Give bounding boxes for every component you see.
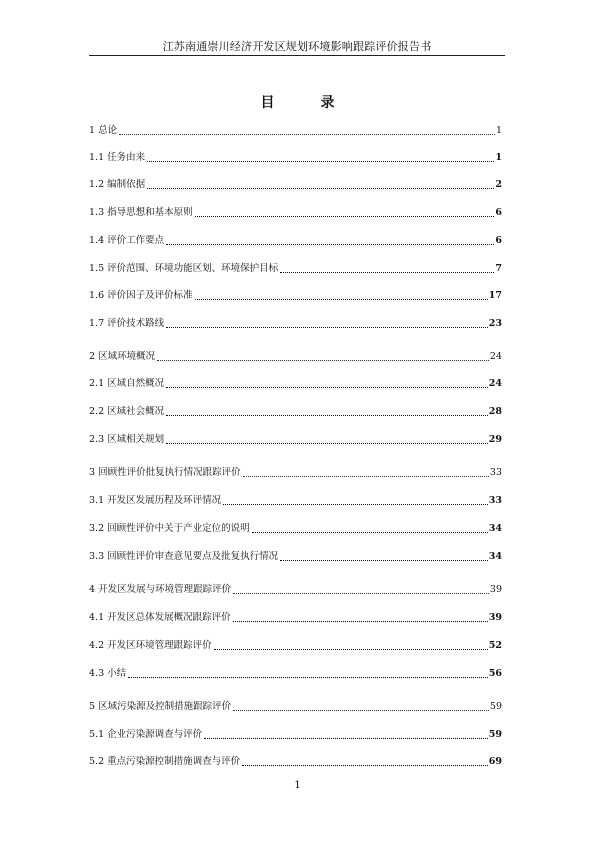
toc-entry-label: 3 回顾性评价批复执行情况跟踪评价 <box>89 467 241 478</box>
toc-entry[interactable] <box>89 494 502 508</box>
toc-entry[interactable] <box>89 289 502 303</box>
dot-leader <box>166 386 488 388</box>
dot-leader <box>119 133 495 135</box>
dot-leader <box>204 737 488 739</box>
toc-entry[interactable] <box>89 755 502 769</box>
toc-entry[interactable] <box>89 350 502 364</box>
toc-entry-label: 2.2 区域社会概况 <box>89 406 165 417</box>
toc-entry[interactable] <box>89 206 502 220</box>
toc-entry-label: 4.2 开发区环境管理跟踪评价 <box>89 640 212 651</box>
toc-entry-label: 2 区域环境概况 <box>89 351 156 362</box>
header-rule <box>89 55 505 56</box>
dot-leader <box>128 676 488 678</box>
toc-entry-page-number: 34 <box>488 551 502 562</box>
toc-entry-page-number: 52 <box>488 640 502 651</box>
dot-leader <box>243 475 489 477</box>
toc-entry[interactable] <box>89 550 502 564</box>
dot-leader <box>147 187 494 189</box>
toc-entry[interactable] <box>89 466 502 480</box>
dot-leader <box>280 559 488 561</box>
toc-title: 目录 <box>260 95 381 111</box>
toc-entry-page-number: 33 <box>488 495 502 506</box>
toc-entry[interactable] <box>89 151 502 165</box>
toc-entry-page-number: 7 <box>495 263 502 274</box>
toc-entry-label: 1.5 评价范围、环境功能区划、环境保护目标 <box>89 263 279 274</box>
toc-entry[interactable] <box>89 611 502 625</box>
toc-entry-label: 4 开发区发展与环境管理跟踪评价 <box>89 584 232 595</box>
dot-leader <box>157 359 489 361</box>
toc-entry-page-number: 29 <box>488 434 502 445</box>
page-number: 1 <box>294 780 301 791</box>
toc-entry[interactable] <box>89 234 502 248</box>
toc-entry-page-number: 6 <box>495 235 502 246</box>
toc-entry-label: 1.1 任务由来 <box>89 152 146 163</box>
toc-entry-label: 3.2 回顾性评价中关于产业定位的说明 <box>89 523 250 534</box>
dot-leader <box>242 764 488 766</box>
toc-entry-page-number: 39 <box>489 584 502 595</box>
toc-entry-page-number: 6 <box>495 207 502 218</box>
dot-leader <box>233 709 489 711</box>
dot-leader <box>195 298 488 300</box>
dot-leader <box>214 648 488 650</box>
toc-entry-page-number: 69 <box>488 756 502 767</box>
toc-entry[interactable] <box>89 667 502 681</box>
toc-entry-label: 5.1 企业污染源调查与评价 <box>89 729 203 740</box>
toc-entry-label: 1 总论 <box>89 125 118 136</box>
toc-entry-label: 1.6 评价因子及评价标准 <box>89 290 193 301</box>
toc-entry-page-number: 24 <box>488 378 502 389</box>
toc-entry[interactable] <box>89 522 502 536</box>
dot-leader <box>166 442 488 444</box>
dot-leader <box>280 271 494 273</box>
dot-leader <box>195 215 495 217</box>
dot-leader <box>166 326 488 328</box>
toc-entry[interactable] <box>89 262 502 276</box>
toc-entry[interactable] <box>89 317 502 331</box>
toc-entry-label: 5 区域污染源及控制措施跟踪评价 <box>89 701 232 712</box>
toc-entry-page-number: 34 <box>488 523 502 534</box>
toc-entry-page-number: 23 <box>488 318 502 329</box>
toc-entry[interactable] <box>89 124 502 138</box>
dot-leader <box>233 620 488 622</box>
dot-leader <box>147 160 494 162</box>
toc-entry-label: 2.1 区域自然概况 <box>89 378 165 389</box>
toc-entry-label: 4.1 开发区总体发展概况跟踪评价 <box>89 612 231 623</box>
dot-leader <box>223 503 488 505</box>
toc-entry-label: 5.2 重点污染源控制措施调查与评价 <box>89 756 241 767</box>
dot-leader <box>166 243 494 245</box>
toc-entry-label: 1.7 评价技术路线 <box>89 318 165 329</box>
toc-entry-label: 3.3 回顾性评价审查意见要点及批复执行情况 <box>89 551 279 562</box>
toc-entry-page-number: 39 <box>488 612 502 623</box>
toc-entry-page-number: 2 <box>495 179 502 190</box>
toc-entry-label: 1.2 编制依据 <box>89 179 146 190</box>
toc-entry-label: 2.3 区域相关规划 <box>89 434 165 445</box>
toc-entry[interactable] <box>89 433 502 447</box>
toc-entry[interactable] <box>89 583 502 597</box>
toc-entry-label: 4.3 小结 <box>89 668 127 679</box>
toc-entry-page-number: 1 <box>495 125 502 136</box>
toc-entry-page-number: 24 <box>489 351 502 362</box>
toc-entry[interactable] <box>89 700 502 714</box>
toc-entry-label: 1.4 评价工作要点 <box>89 235 165 246</box>
toc-entry-page-number: 1 <box>495 152 502 163</box>
toc-entry-page-number: 59 <box>489 701 502 712</box>
toc-entry-page-number: 28 <box>488 406 502 417</box>
toc-entry[interactable] <box>89 728 502 742</box>
toc-entry-page-number: 17 <box>488 290 502 301</box>
dot-leader <box>166 414 488 416</box>
toc-entry-page-number: 33 <box>489 467 502 478</box>
toc-entry[interactable] <box>89 639 502 653</box>
dot-leader <box>233 592 489 594</box>
running-header: 江苏南通崇川经济开发区规划环境影响跟踪评价报告书 <box>162 40 432 53</box>
toc-entry-label: 3.1 开发区发展历程及环评情况 <box>89 495 222 506</box>
toc-entry-label: 1.3 指导思想和基本原则 <box>89 207 193 218</box>
toc-entry[interactable] <box>89 377 502 391</box>
toc-entry-page-number: 56 <box>488 668 502 679</box>
toc-entry-page-number: 59 <box>488 729 502 740</box>
toc-entry[interactable] <box>89 405 502 419</box>
dot-leader <box>252 531 488 533</box>
toc-entry[interactable] <box>89 178 502 192</box>
